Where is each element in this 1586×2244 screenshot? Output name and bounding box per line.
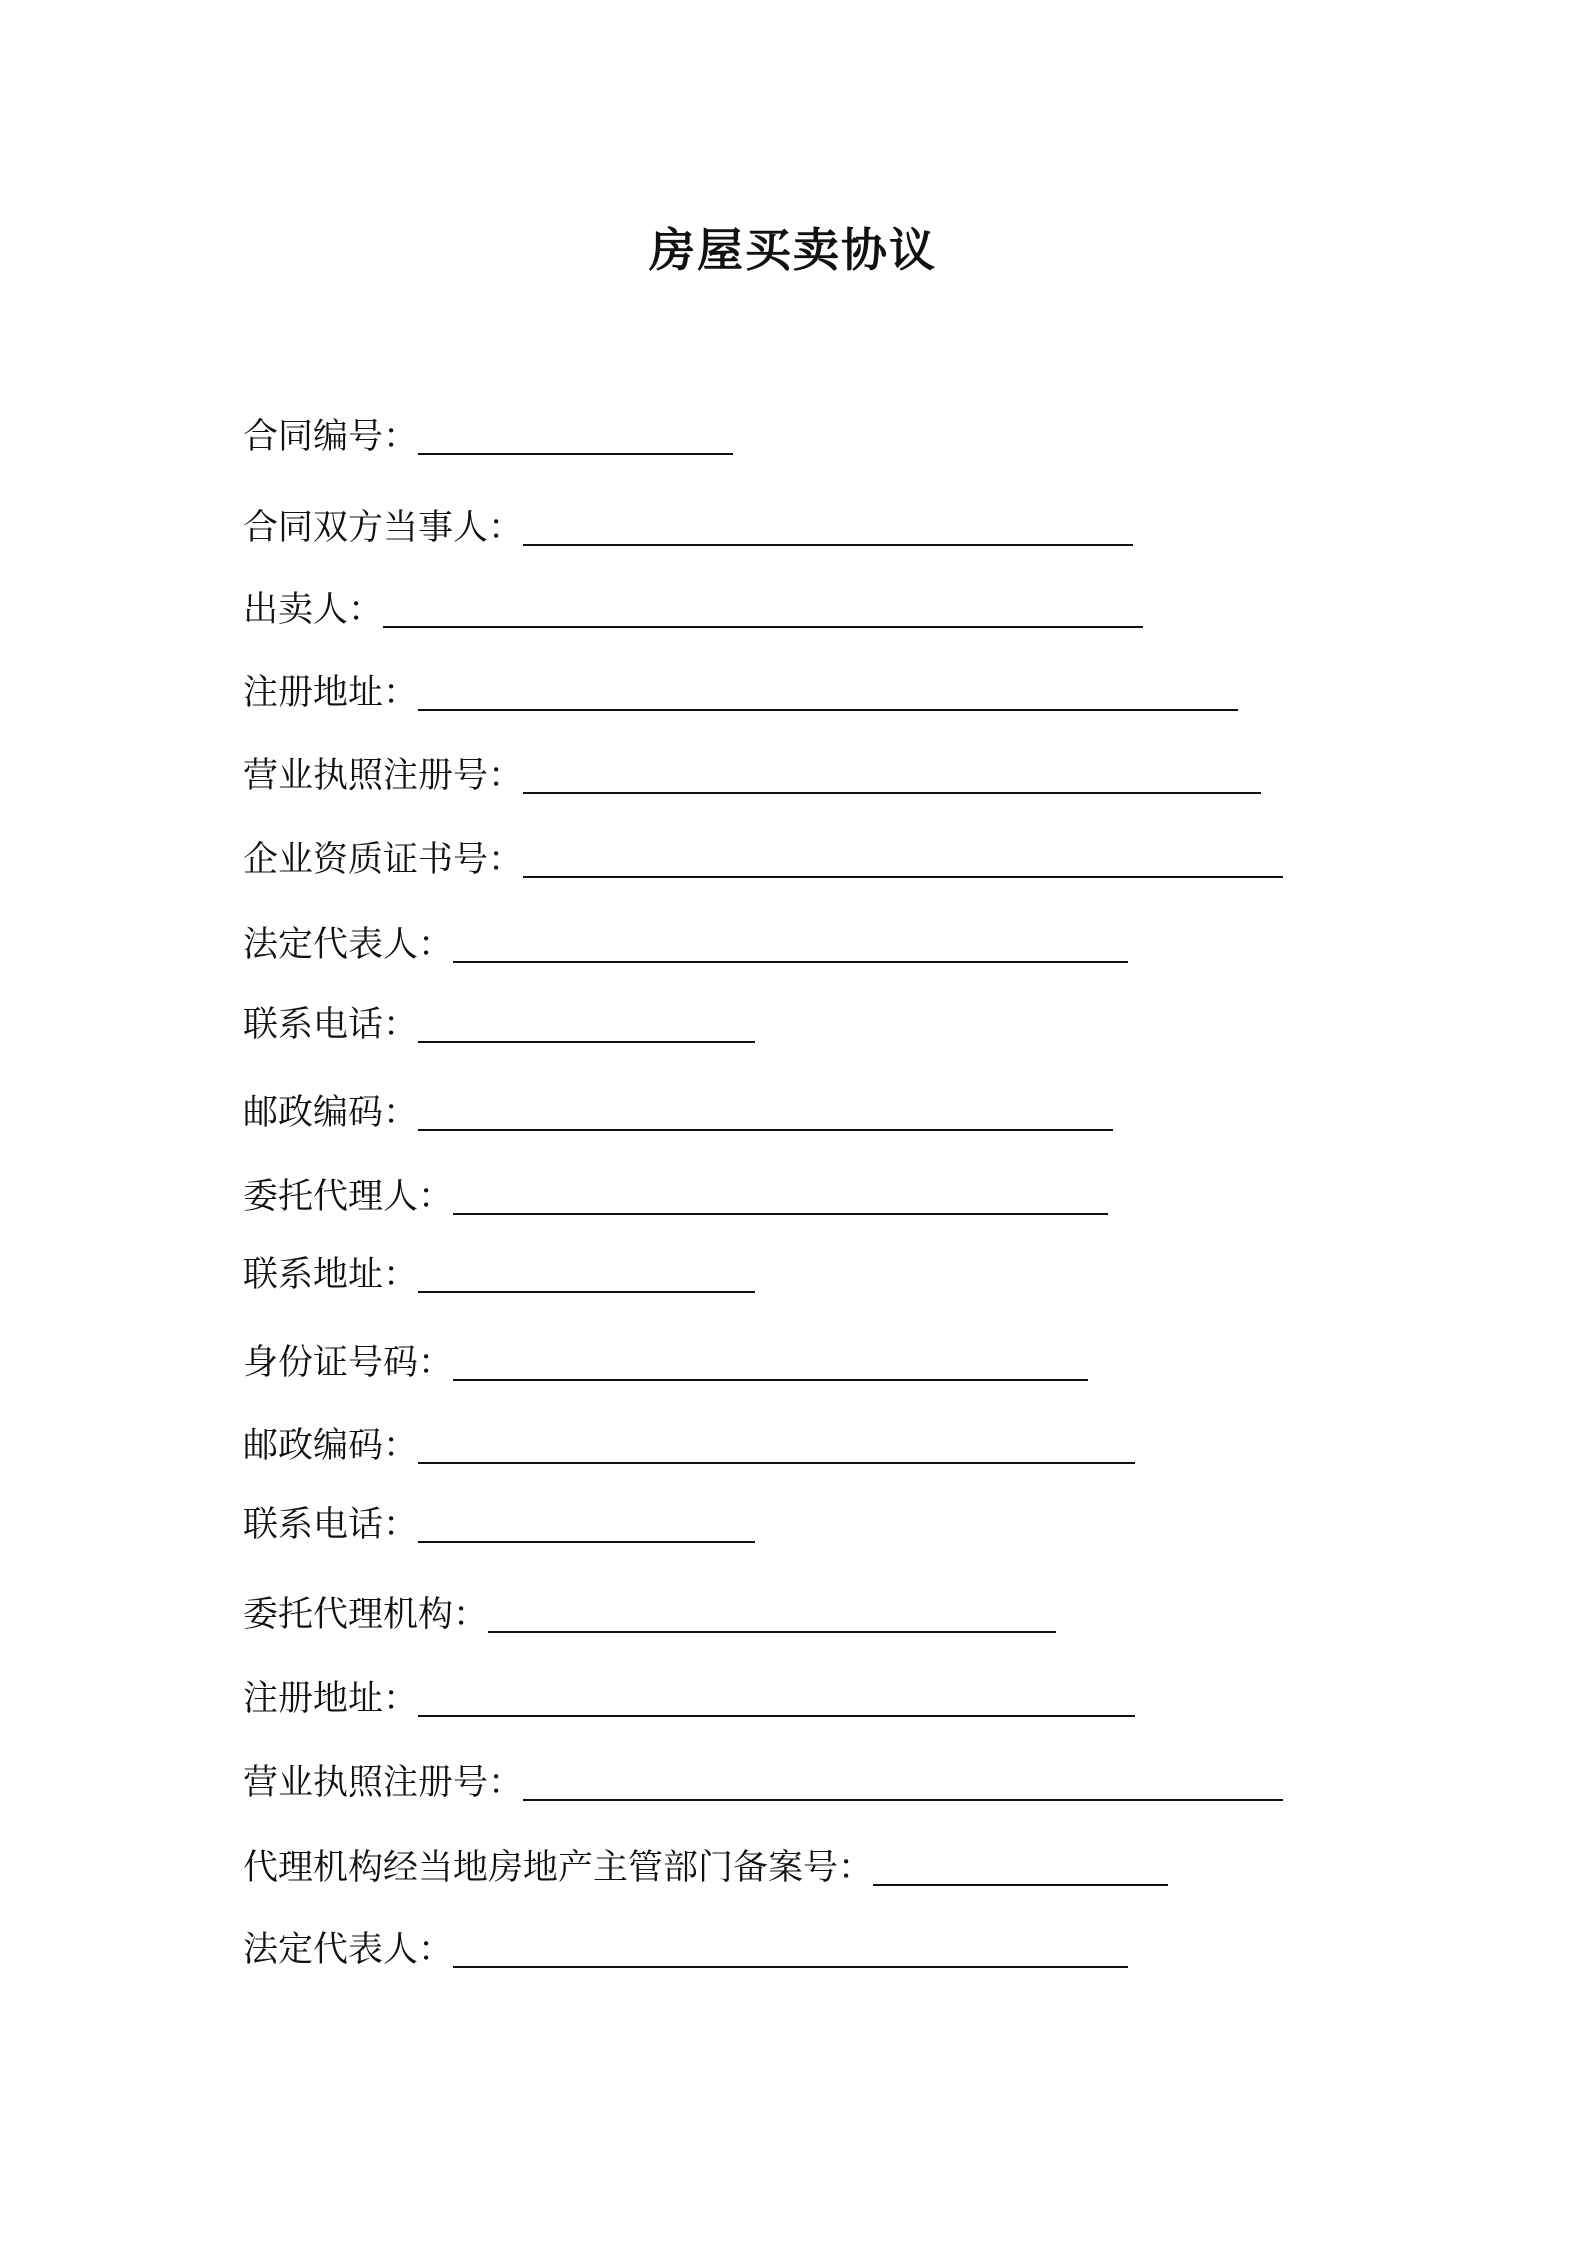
field-agency-license	[243, 1758, 1283, 1808]
fill-in-blank[interactable]	[383, 626, 1143, 628]
document-title: 房屋买卖协议	[649, 223, 937, 277]
fill-in-blank[interactable]	[418, 1715, 1135, 1717]
field-label: 营业执照注册号：	[243, 1763, 524, 1803]
fill-in-blank[interactable]	[418, 1541, 755, 1543]
field-label: 法定代表人：	[243, 925, 454, 965]
field-contact-address	[243, 1250, 755, 1300]
field-label: 合同双方当事人：	[243, 508, 524, 548]
fill-in-blank[interactable]	[453, 1379, 1088, 1381]
field-label: 出卖人：	[243, 590, 384, 630]
field-postal-code-2	[243, 1421, 1135, 1471]
field-qualification-cert	[243, 835, 1283, 885]
fill-in-blank[interactable]	[418, 1129, 1113, 1131]
fill-in-blank[interactable]	[453, 1966, 1128, 1968]
field-label: 营业执照注册号：	[243, 756, 524, 796]
fill-in-blank[interactable]	[418, 1041, 755, 1043]
field-label: 委托代理人：	[243, 1177, 454, 1217]
fill-in-blank[interactable]	[523, 1799, 1283, 1801]
field-label: 联系电话：	[243, 1505, 419, 1545]
field-seller	[243, 585, 1143, 635]
field-label: 委托代理机构：	[243, 1595, 489, 1635]
fill-in-blank[interactable]	[873, 1884, 1168, 1886]
field-label: 身份证号码：	[243, 1343, 454, 1383]
field-label: 合同编号：	[243, 417, 419, 457]
field-parties	[243, 503, 1133, 553]
field-label: 注册地址：	[243, 673, 419, 713]
fill-in-blank[interactable]	[453, 961, 1128, 963]
field-agency	[243, 1590, 1056, 1640]
field-agency-address	[243, 1674, 1135, 1724]
field-legal-representative	[243, 920, 1128, 970]
field-label: 联系地址：	[243, 1255, 419, 1295]
field-contract-number	[243, 412, 733, 462]
field-label: 联系电话：	[243, 1005, 419, 1045]
fill-in-blank[interactable]	[523, 876, 1283, 878]
fill-in-blank[interactable]	[523, 792, 1261, 794]
field-postal-code	[243, 1088, 1113, 1138]
fill-in-blank[interactable]	[418, 1462, 1135, 1464]
fill-in-blank[interactable]	[418, 453, 733, 455]
fill-in-blank[interactable]	[453, 1213, 1108, 1215]
field-label: 法定代表人：	[243, 1930, 454, 1970]
fill-in-blank[interactable]	[418, 1291, 755, 1293]
field-phone-2	[243, 1500, 755, 1550]
field-label: 邮政编码：	[243, 1093, 419, 1133]
field-agency-legal-representative	[243, 1925, 1128, 1975]
field-label: 代理机构经当地房地产主管部门备案号：	[243, 1848, 874, 1888]
field-label: 注册地址：	[243, 1679, 419, 1719]
field-label: 企业资质证书号：	[243, 840, 524, 880]
fill-in-blank[interactable]	[418, 709, 1238, 711]
fill-in-blank[interactable]	[488, 1631, 1056, 1633]
field-phone	[243, 1000, 755, 1050]
fill-in-blank[interactable]	[523, 544, 1133, 546]
field-label: 邮政编码：	[243, 1426, 419, 1466]
field-agency-filing-number	[243, 1843, 1168, 1893]
field-id-number	[243, 1338, 1088, 1388]
field-registered-address	[243, 668, 1238, 718]
field-business-license	[243, 751, 1261, 801]
field-agent	[243, 1172, 1108, 1222]
